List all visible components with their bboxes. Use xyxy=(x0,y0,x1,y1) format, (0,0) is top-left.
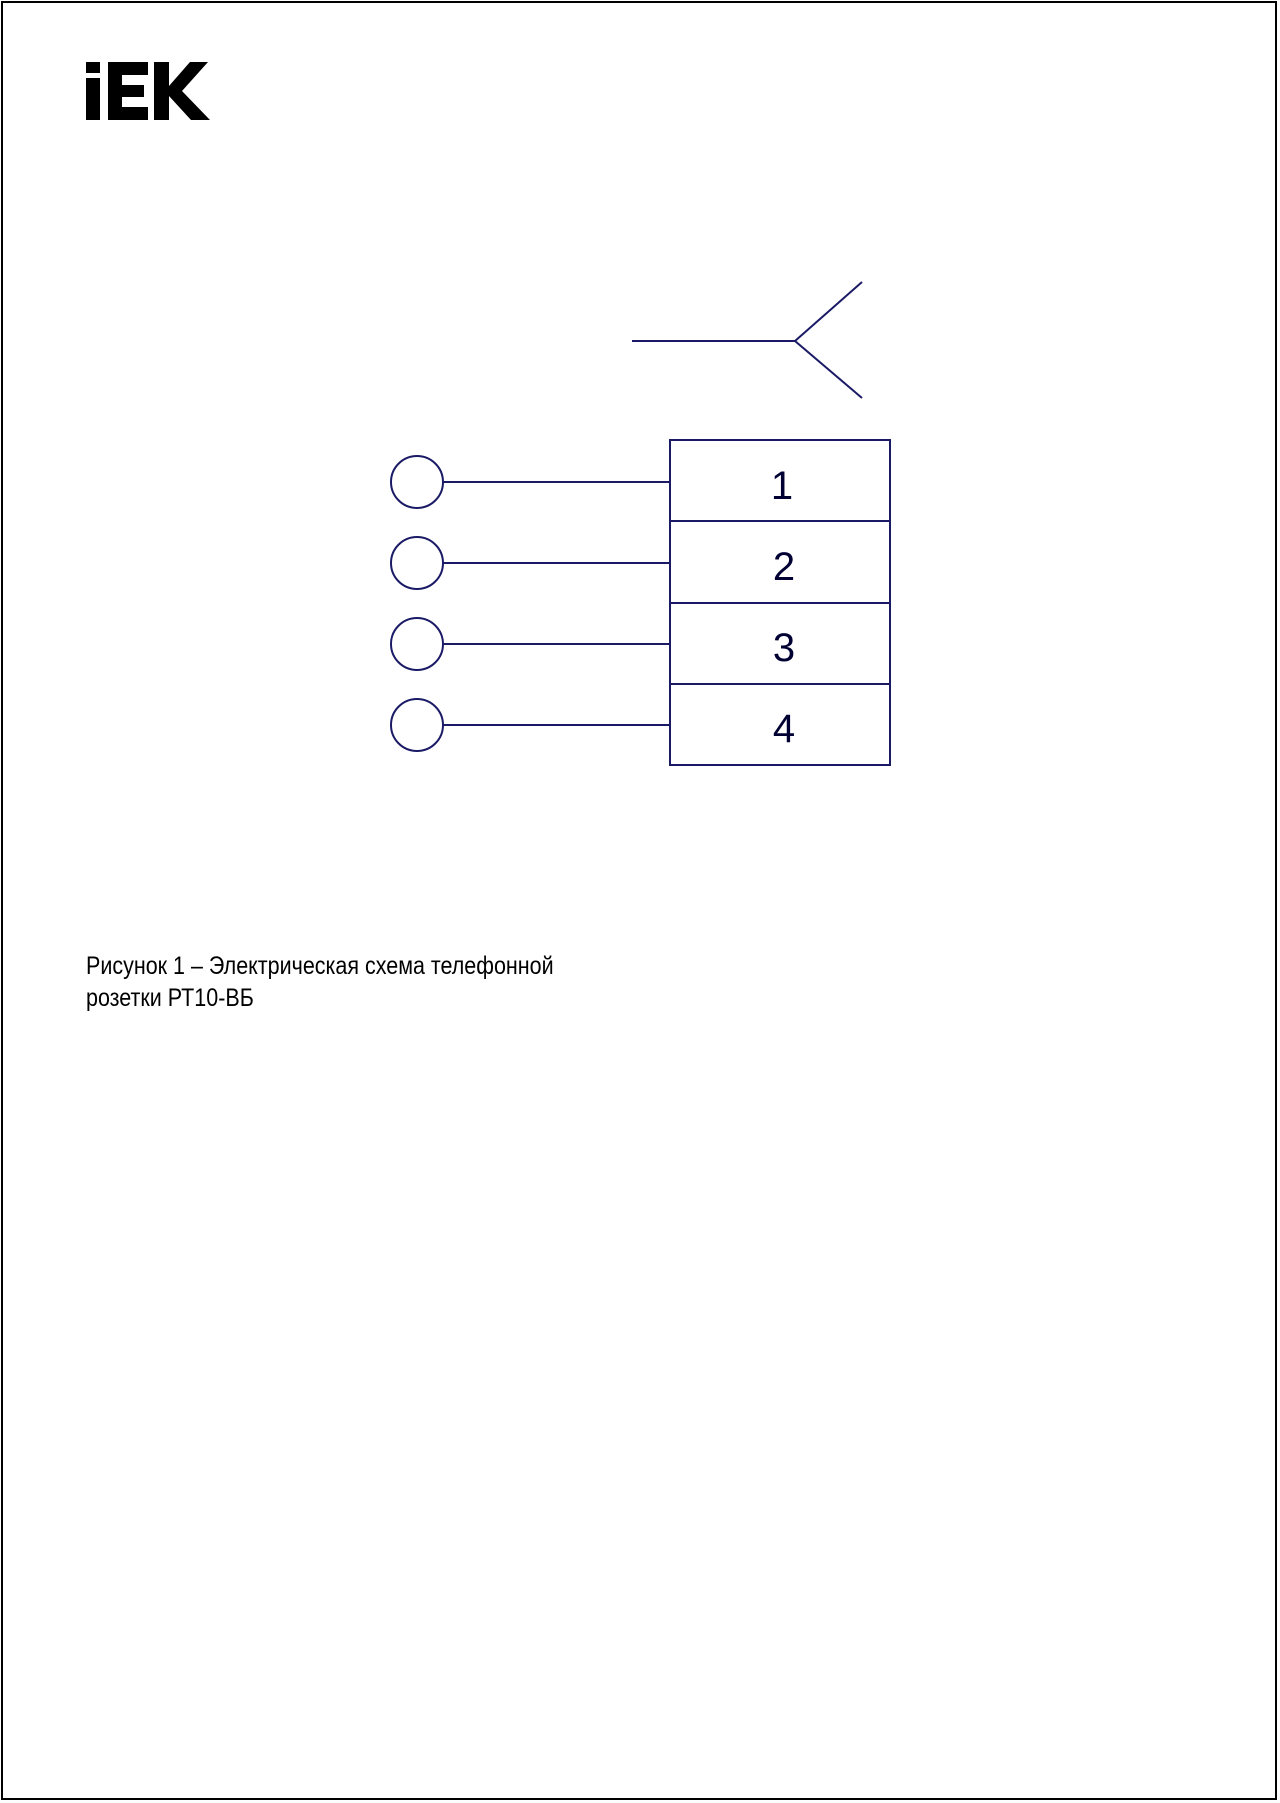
terminal-label: 1 xyxy=(770,464,794,508)
contact-circle xyxy=(391,618,443,670)
terminal-label: 2 xyxy=(772,545,796,589)
figure-caption xyxy=(86,950,619,1014)
terminal-3 xyxy=(391,618,795,670)
caption-line-2: розетки РТ10-ВБ xyxy=(86,984,254,1012)
terminal-label: 4 xyxy=(772,707,796,751)
terminal-label: 3 xyxy=(772,626,796,670)
terminal-2 xyxy=(391,537,795,589)
contact-circle xyxy=(391,537,443,589)
caption-line-1: Рисунок 1 – Электрическая схема телефонной xyxy=(86,952,554,980)
terminal-4 xyxy=(391,699,795,751)
contact-circle xyxy=(391,699,443,751)
socket-wiring-diagram xyxy=(0,0,1280,820)
contact-circle xyxy=(391,456,443,508)
terminal-1 xyxy=(391,456,793,508)
telephone-plug-symbol xyxy=(632,282,862,398)
